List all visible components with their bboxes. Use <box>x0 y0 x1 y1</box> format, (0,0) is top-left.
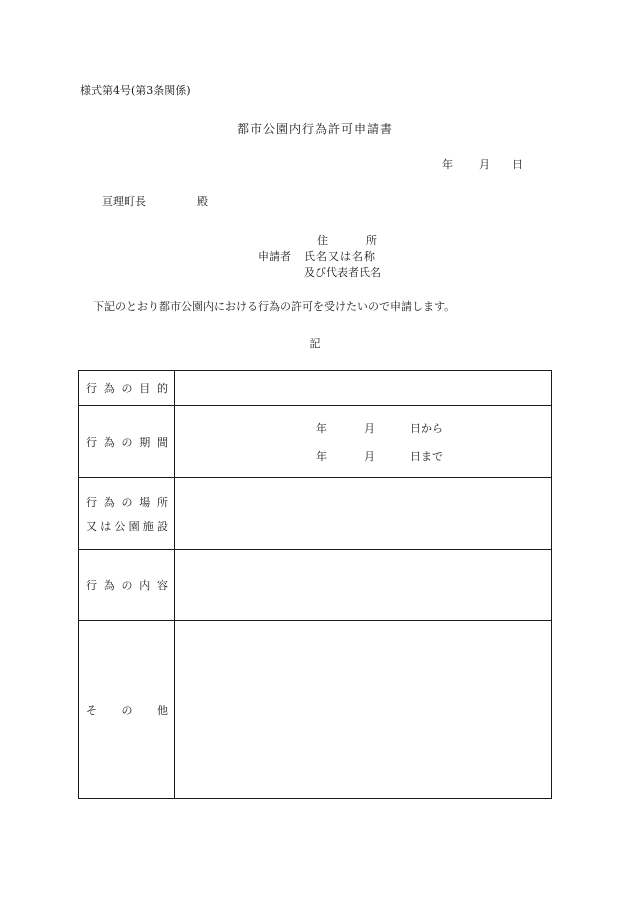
value-other <box>175 621 552 799</box>
application-statement: 下記のとおり都市公園内における行為の許可を受けたいので申請します。 <box>93 300 456 313</box>
row-label-line <box>79 702 174 718</box>
value-content <box>175 550 552 621</box>
row-label-char: 所 <box>157 495 168 509</box>
row-label-line <box>79 577 174 593</box>
label-period <box>79 406 175 478</box>
period-from-day: 日から <box>410 421 443 435</box>
period-to-line <box>175 448 551 464</box>
row-period <box>79 406 552 478</box>
period-to-day: 日まで <box>410 449 443 463</box>
row-label-char: 目 <box>139 382 151 395</box>
label-content <box>79 550 175 621</box>
row-label-char: 為 <box>103 495 115 509</box>
form-number: 様式第4号(第3条関係) <box>80 84 191 97</box>
name-label: 氏名又は名称 <box>304 250 376 263</box>
row-label-char: 為 <box>103 579 115 592</box>
row-label-char: 期 <box>139 435 151 449</box>
row-label-char: 間 <box>157 435 168 449</box>
row-purpose <box>79 371 552 406</box>
period-from-month: 月 <box>364 421 375 435</box>
period-from-line <box>175 420 551 436</box>
row-label-char: 公 <box>114 519 126 533</box>
row-label-char: 園 <box>128 519 140 533</box>
row-label-char: 行 <box>86 579 97 592</box>
row-label-char: の <box>121 703 133 717</box>
form-title: 都市公園内行為許可申請書 <box>236 122 393 136</box>
row-other <box>79 621 552 799</box>
label-purpose <box>79 371 175 406</box>
value-location <box>175 478 552 550</box>
row-label-char: 的 <box>157 382 168 395</box>
row-label-char: 又 <box>86 519 97 533</box>
row-label-char: 場 <box>139 495 151 509</box>
row-label-char: 行 <box>86 495 97 509</box>
row-content <box>79 550 552 621</box>
date-day-label: 日 <box>512 158 523 171</box>
period-to-year: 年 <box>316 449 327 463</box>
row-location <box>79 478 552 550</box>
row-label-char: 行 <box>86 382 97 395</box>
addressee-honorific: 殿 <box>197 195 208 208</box>
row-label-line <box>79 380 174 396</box>
row-label-char: 施 <box>142 519 154 533</box>
address-label <box>317 232 377 248</box>
row-label-char: の <box>121 495 133 509</box>
row-label-char: 行 <box>86 435 97 449</box>
row-label-char: 為 <box>103 435 115 449</box>
row-label-char: の <box>121 579 133 592</box>
row-label-char: 容 <box>157 579 168 592</box>
ki-heading: 記 <box>309 337 321 350</box>
row-label-line <box>79 518 174 534</box>
records-table <box>78 370 552 799</box>
period-from-year: 年 <box>316 421 327 435</box>
row-label-line <box>79 494 174 510</box>
period-to-month: 月 <box>364 449 375 463</box>
row-label-char: 内 <box>139 579 151 592</box>
date-month-label: 月 <box>479 158 490 171</box>
row-label-char: 設 <box>156 519 168 533</box>
representative-label: 及び代表者氏名 <box>304 266 381 279</box>
row-label-line <box>79 434 174 450</box>
address-label-char: 住 <box>317 234 328 247</box>
row-label-char: そ <box>86 703 97 717</box>
row-label-char: は <box>100 519 112 533</box>
date-year-label: 年 <box>442 158 453 171</box>
label-location <box>79 478 175 550</box>
label-other <box>79 621 175 799</box>
address-label-char: 所 <box>366 234 377 247</box>
addressee-name: 亘理町長 <box>102 195 146 208</box>
row-label-char: 為 <box>103 382 115 395</box>
row-label-char: の <box>121 382 133 395</box>
row-label-char: 他 <box>157 703 168 717</box>
value-period <box>175 406 552 478</box>
applicant-role-label: 申請者 <box>258 250 291 263</box>
value-purpose <box>175 371 552 406</box>
row-label-char: の <box>121 435 133 449</box>
